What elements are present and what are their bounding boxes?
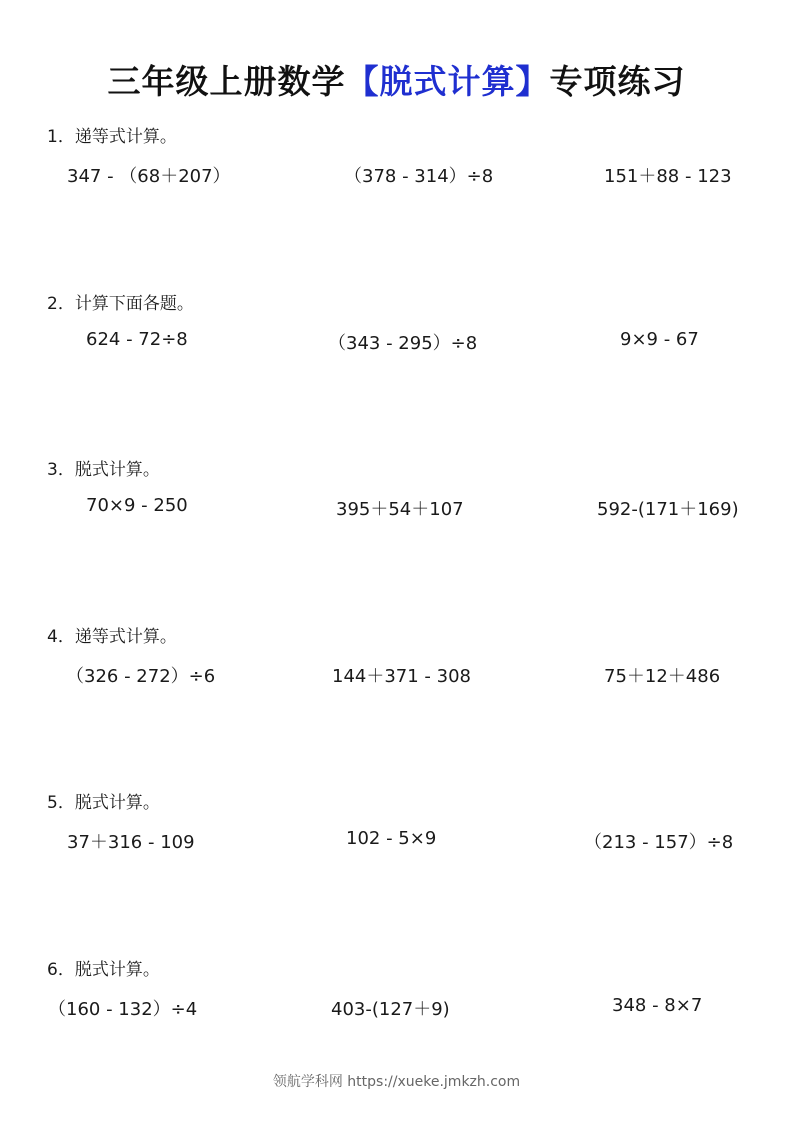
question-label: 1．递等式计算。 — [47, 127, 177, 147]
expression: 403-(127＋9) — [331, 999, 450, 1020]
expression: （326 - 272）÷6 — [66, 666, 216, 687]
footer-watermark: 领航学科网 https://xueke.jmkzh.com — [272, 1074, 521, 1090]
question-label: 4．递等式计算。 — [47, 627, 177, 647]
expression: 151＋88 - 123 — [604, 166, 732, 187]
question-5 — [0, 788, 793, 878]
title-highlight: 【脱式计算】 — [345, 62, 550, 101]
question-label: 6．脱式计算。 — [47, 960, 160, 980]
expression: （213 - 157）÷8 — [584, 832, 734, 853]
question-6 — [0, 955, 793, 1045]
expression: 9×9 - 67 — [620, 329, 699, 350]
expression: 624 - 72÷8 — [86, 329, 188, 350]
expression: 592-(171＋169) — [597, 499, 739, 520]
expression: （343 - 295）÷8 — [328, 333, 478, 354]
question-label: 3．脱式计算。 — [47, 460, 160, 480]
title-suffix: 专项练习 — [549, 62, 686, 101]
expression: 102 - 5×9 — [346, 828, 437, 849]
expression: 37＋316 - 109 — [67, 832, 195, 853]
expression: 395＋54＋107 — [336, 499, 464, 520]
question-4 — [0, 622, 793, 712]
expression: 348 - 8×7 — [612, 995, 703, 1016]
expression: 70×9 - 250 — [86, 495, 188, 516]
question-label: 2．计算下面各题。 — [47, 294, 194, 314]
expression: （378 - 314）÷8 — [344, 166, 494, 187]
expression: 144＋371 - 308 — [332, 666, 472, 687]
title-prefix: 三年级上册数学 — [107, 62, 346, 101]
expression: 347 - （68＋207） — [67, 166, 231, 187]
expression: （160 - 132）÷4 — [48, 999, 198, 1020]
question-3 — [0, 455, 793, 545]
question-2 — [0, 289, 793, 379]
expression: 75＋12＋486 — [604, 666, 721, 687]
page-title — [0, 56, 793, 103]
question-label: 5．脱式计算。 — [47, 793, 160, 813]
question-1 — [0, 122, 793, 212]
